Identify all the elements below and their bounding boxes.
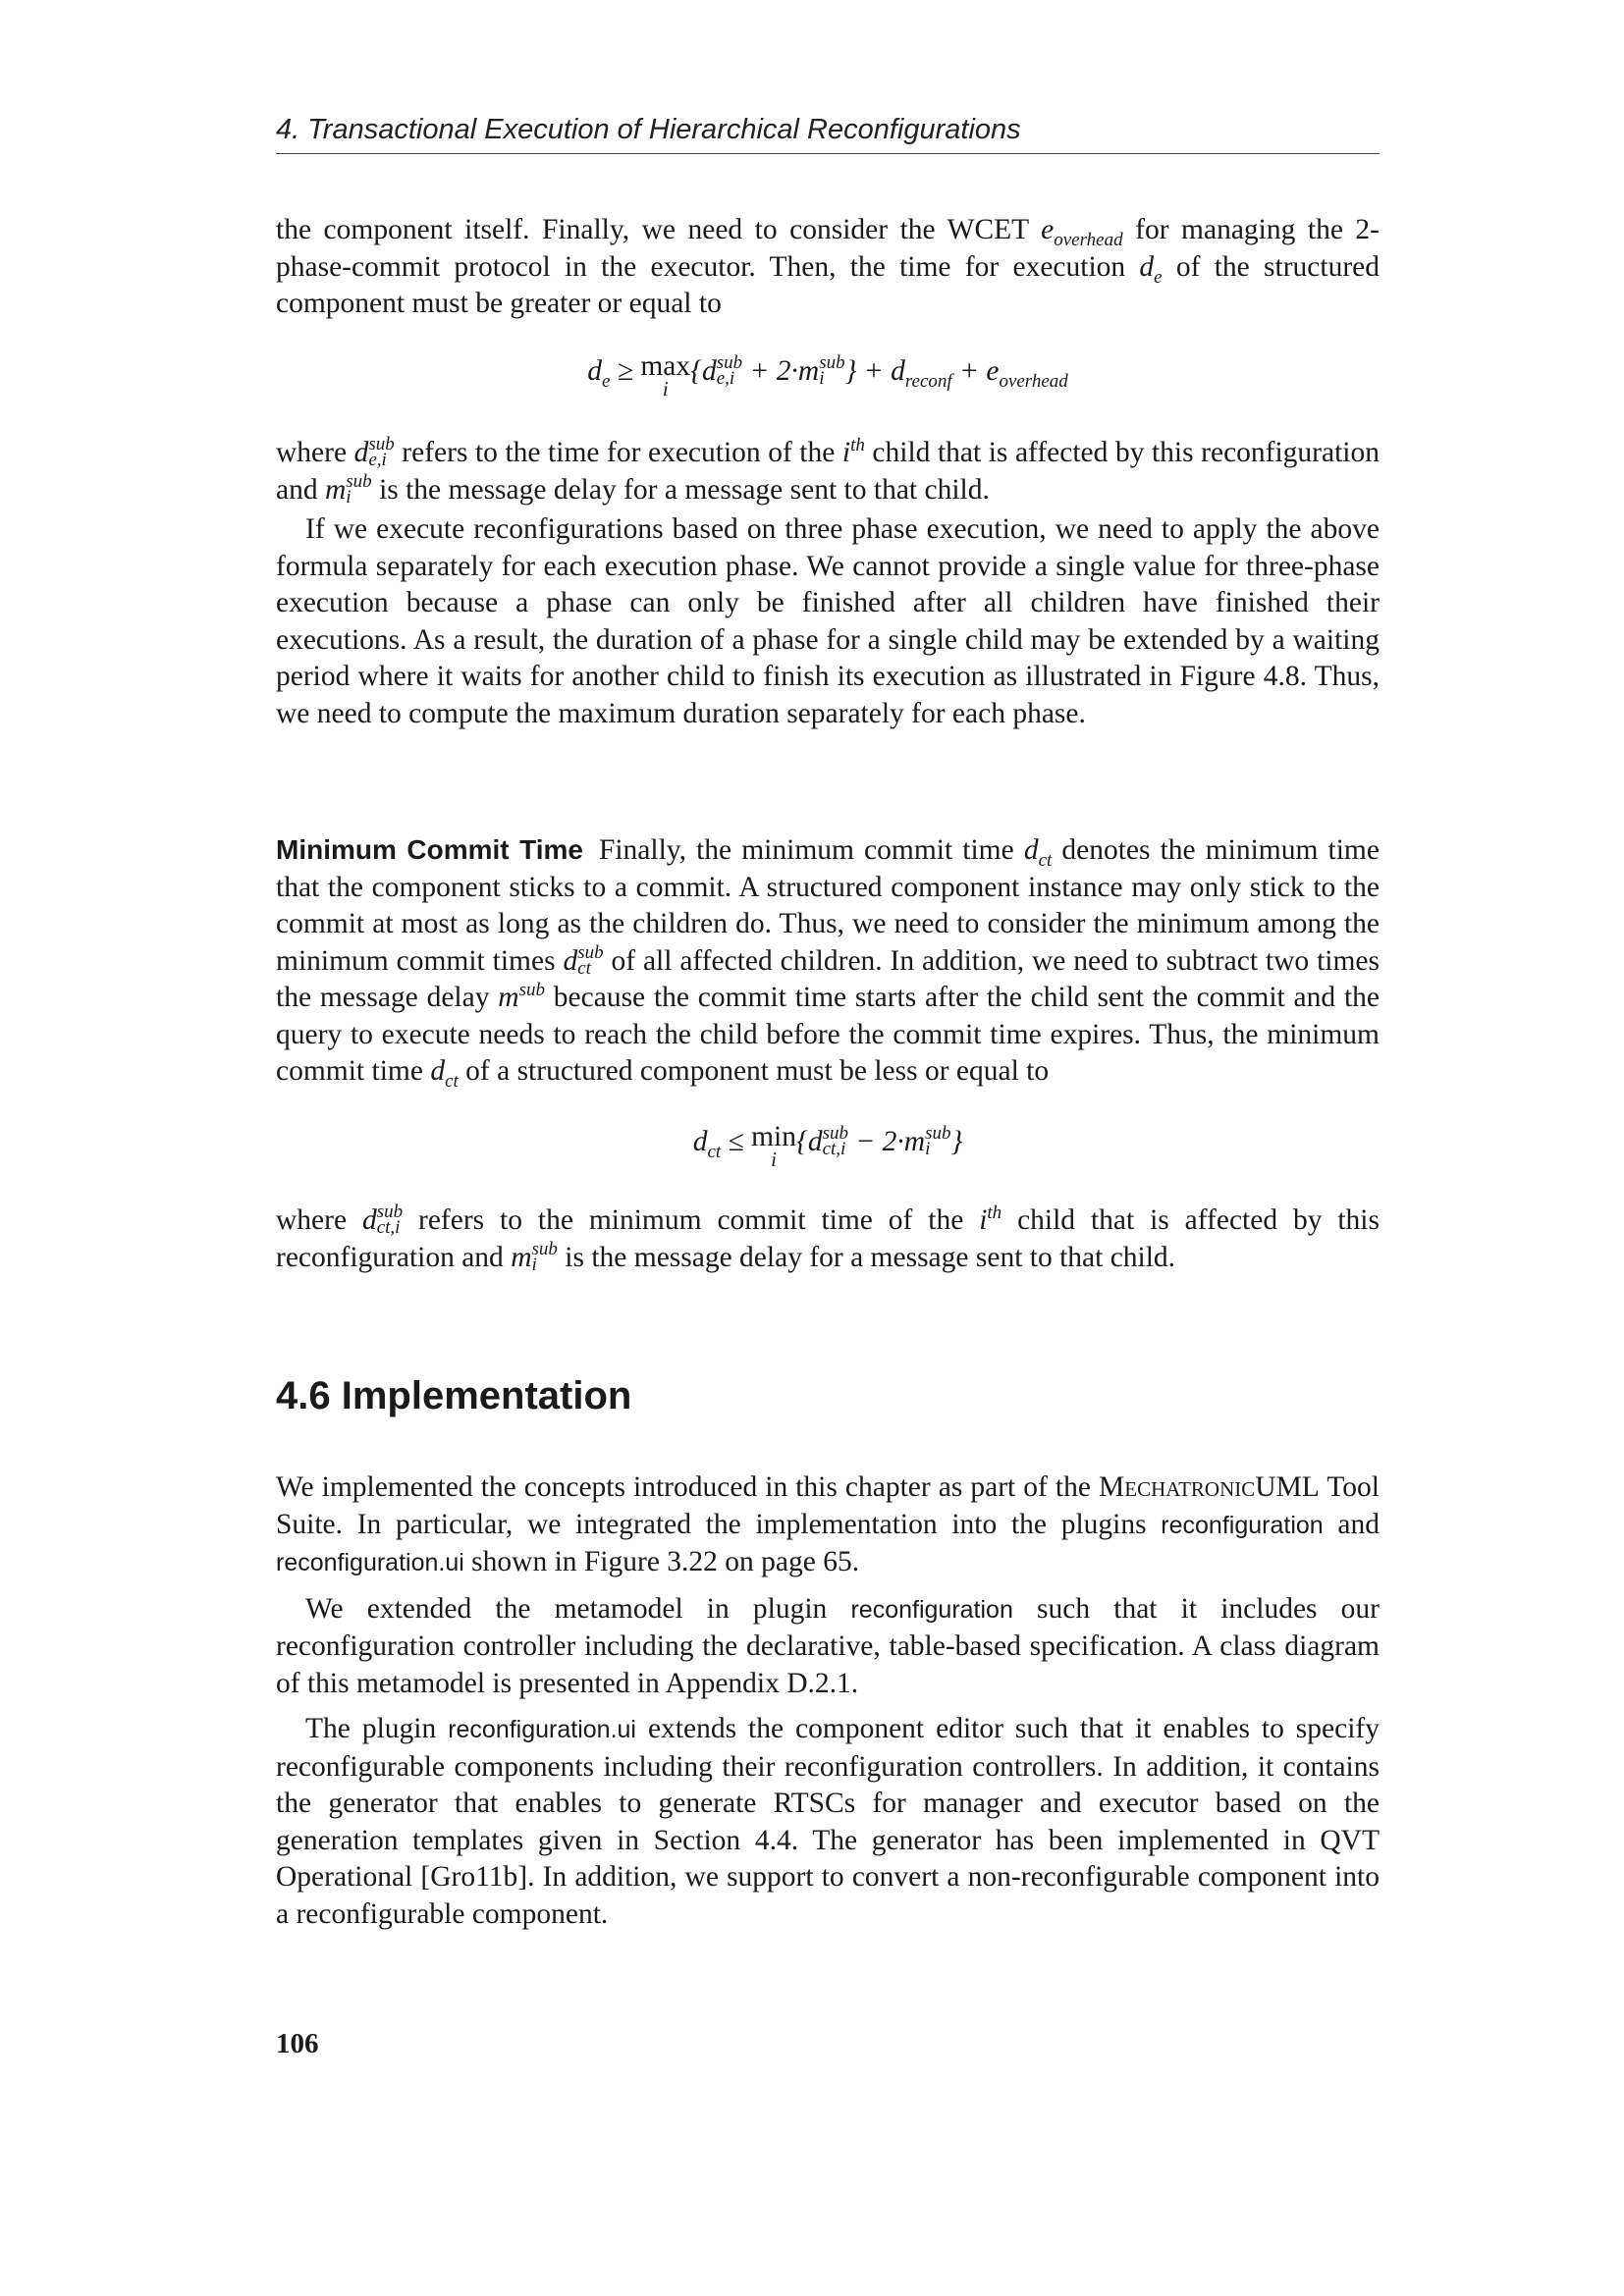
paragraph-where-de: where d sub e,i refers to the time for execution of the $i^{th}$ child that is affected by this reconfiguration and m sub i is the message delay for a message sent to that child. If we execute reconfigurations based on three phase execution, we need to apply the above formula separately for each execution phase. We cannot provide a single value for three-phase execution because a phase can only be finished after all children have finished their executions. As a result, the duration of a phase for a single child may be extended by a waiting period where it waits for another child to finish its execution as illustrated in Figure 4.8. Thus, we need to compute the maximum duration separately for each phase.: [276, 435, 1380, 732]
formula-de: $d_e$: [1139, 250, 1163, 288]
paragraph-wcet: the component itself. Finally, we need to consider the WCET $e_{overhead}$ for managing the 2-phase-commit protocol in the executor. Then, the time for execution $d_e$ of the structured component must be greater or equal to: [276, 214, 1380, 319]
section-heading: 4.6 Implementation: [276, 1374, 632, 1417]
run-in-heading: Minimum Commit Time: [276, 834, 583, 865]
running-header: 4. Transactional Execution of Hierarchical Reconfigurations: [276, 114, 1380, 154]
paragraph-impl-2: We extended the metamodel in plugin reconfiguration such that it includes our reconfiguration controller including the declarative, table-based specification. A class diagram of this metamodel is presented in Appendix D.2.1.: [276, 1592, 1380, 1699]
paragraph-impl-1: We implemented the concepts introduced in this chapter as part of the MechatronicUML Tool Suite. In particular, we integrated the implementation into the plugins reconfiguration and reconfiguration.ui shown in Figure 3.22 on page 65.: [276, 1471, 1380, 1577]
implementation-text: [276, 1469, 1380, 1933]
paragraph-impl-3: The plugin reconfiguration.ui extends the component editor such that it enables to specify reconfigurable components including their reconfiguration controllers. In addition, it contains the generator that enables to generate RTSCs for manager and executor based on the generation templates given in Section 4.4. The generator has been implemented in QVT Operational [Gro11b]. In addition, we support to convert a non-reconfigurable component into a reconfigurable component.: [276, 1713, 1380, 1930]
page-number: 106: [276, 2028, 319, 2059]
equation-execution-time: $d_e \ge \max$ i {d sub e,i + 2·m sub i } + $d_{reconf} + e_{overhead}$: [587, 350, 1068, 400]
paragraph-three-phase: If we execute reconfigurations based on three phase execution, we need to apply the above formula separately for each execution phase. We cannot provide a single value for three-phase execution because a phase can only be finished after all children have finished their executions. As a result, the duration of a phase for a single child may be extended by a waiting period where it waits for another child to finish its execution as illustrated in Figure 4.8. Thus, we need to compute the maximum duration separately for each phase.: [276, 513, 1380, 729]
brand-name: MechatronicUML: [1099, 1471, 1320, 1503]
formula-e-overhead: $e_{overhead}$: [1041, 214, 1123, 250]
paragraph-min-commit: Minimum Commit Time Finally, the minimum commit time $d_{ct}$ denotes the minimum time that the component sticks to a commit. A structured component instance may only stick to the commit at most as long as the children do. Thus, we need to consider the minimum among the minimum commit times d sub ct of all affected children. In addition, we need to subtract two times the message delay $m^{sub}$ because the commit time starts after the child sent the commit and the query to execute needs to reach the child before the commit time expires. Thus, the minimum commit time $d_{ct}$ of a structured component must be less or equal to: [276, 834, 1380, 1092]
paragraph-where-dct: where d sub ct,i refers to the minimum commit time of the $i^{th}$ child that is affected by this reconfiguration and m sub i is the message delay for a message sent to that child.: [276, 1201, 1380, 1275]
equation-commit-time: $d_{ct} \le \min$ i {d sub ct,i − 2·m sub i }: [692, 1121, 963, 1171]
